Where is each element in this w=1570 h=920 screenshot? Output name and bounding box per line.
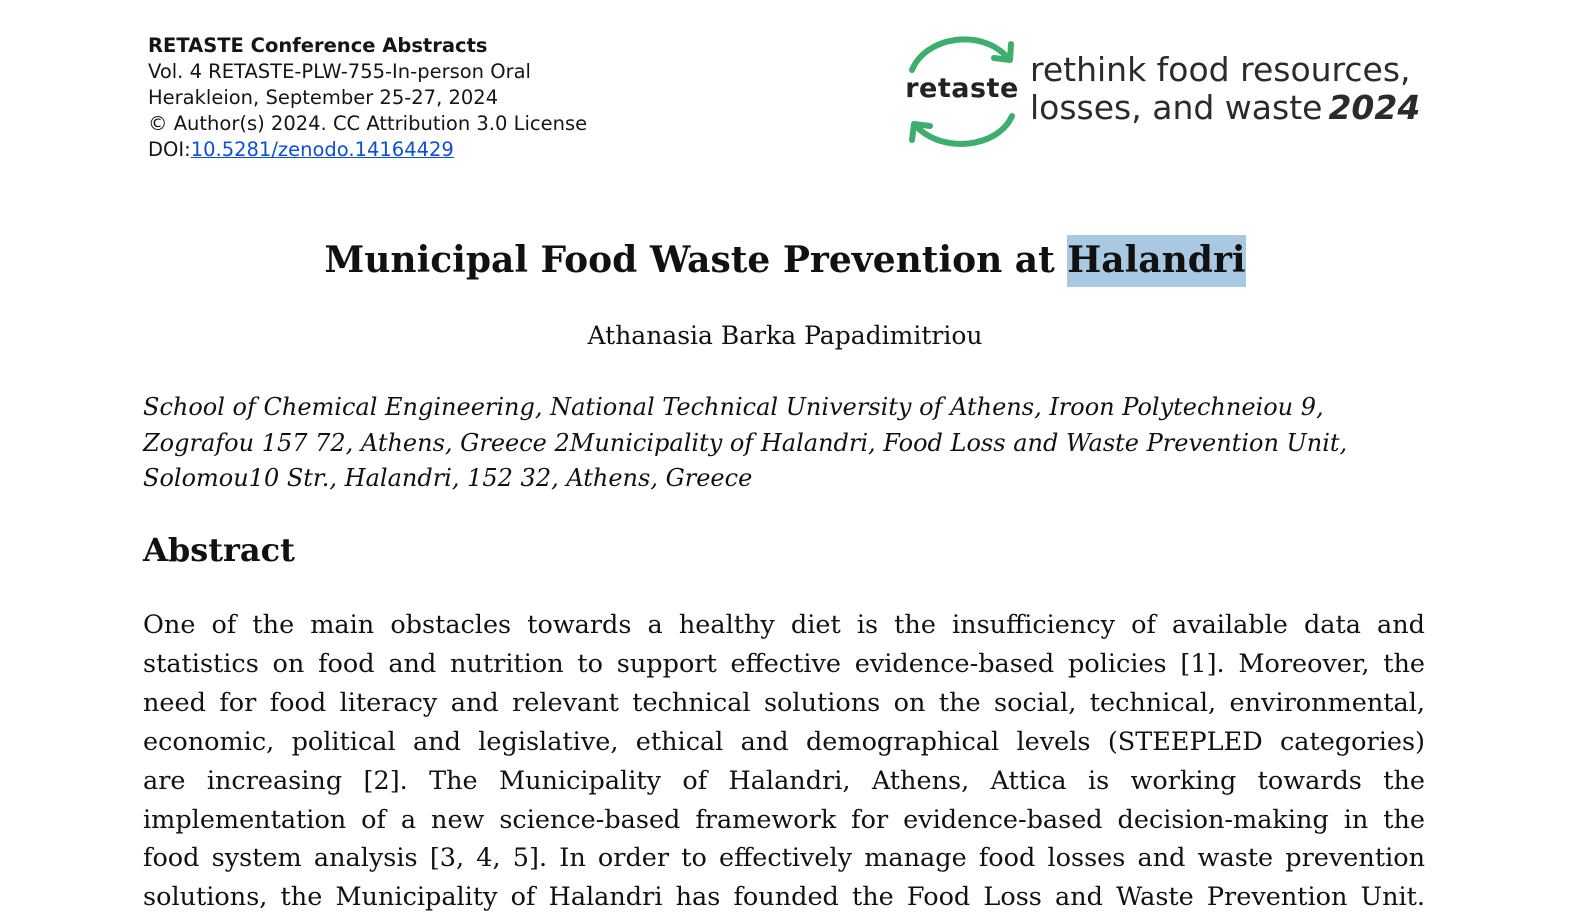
- paper-title: [0, 234, 1570, 286]
- conference-header: [148, 33, 587, 163]
- doi-line: [148, 137, 587, 163]
- abstract-line: implementation of a new science-based framework for evidence-based decision-making in the: [143, 804, 1425, 835]
- affiliation-line: Solomou10 Str., Halandri, 152 32, Athens, Greece: [143, 464, 753, 492]
- abstract-line: need for food literacy and relevant technical solutions on the social, technical, environmental,: [143, 687, 1425, 718]
- paper-title-highlight[interactable]: Halandri: [1067, 235, 1245, 287]
- conference-volume: Vol. 4 RETASTE-PLW-755-In-person Oral: [148, 60, 531, 83]
- logo-tagline-line-1: rethink food resources,: [1030, 50, 1411, 89]
- logo-tagline-line-2: [1030, 89, 1420, 127]
- abstract-line: solutions, the Municipality of Halandri has founded the Food Loss and Waste Prevention Unit.: [143, 882, 1425, 913]
- conference-location-date: Herakleion, September 25-27, 2024: [148, 86, 499, 109]
- abstract-line: food system analysis [3, 4, 5]. In order to effectively manage food losses and waste prevention: [143, 843, 1425, 874]
- affiliation-line: Zografou 157 72, Athens, Greece 2Municipality of Halandri, Food Loss and Waste Prevention Unit,: [143, 428, 1348, 457]
- conference-series-title: RETASTE Conference Abstracts: [148, 34, 488, 57]
- doi-link[interactable]: 10.5281/zenodo.14164429: [190, 138, 454, 161]
- abstract-body: [143, 606, 1425, 917]
- abstract-line: One of the main obstacles towards a healthy diet is the insufficiency of available data and: [143, 610, 1425, 640]
- paper-author: Athanasia Barka Papadimitriou: [587, 321, 983, 350]
- abstract-line: statistics on food and nutrition to support effective evidence-based policies [1]. Moreover, the: [143, 648, 1425, 679]
- abstract-line: are increasing [2]. The Municipality of Halandri, Athens, Attica is working towards the: [143, 765, 1425, 796]
- affiliation-line: School of Chemical Engineering, National Technical University of Athens, Iroon Polytechneiou 9,: [143, 393, 1324, 421]
- doi-prefix: DOI:: [148, 138, 191, 161]
- logo-tagline-line-2-text: losses, and waste: [1030, 88, 1323, 127]
- license-line: © Author(s) 2024. CC Attribution 3.0 License: [148, 112, 588, 135]
- section-heading-abstract: Abstract: [143, 531, 295, 569]
- abstract-line: economic, political and legislative, ethical and demographical levels (STEEPLED categories): [143, 726, 1425, 757]
- logo-wordmark: retaste: [905, 73, 1019, 104]
- author-affiliation: [143, 390, 1433, 497]
- logo-tagline: [1030, 51, 1420, 127]
- paper-title-main: Municipal Food Waste Prevention at: [324, 239, 1068, 281]
- logo-year: 2024: [1328, 88, 1421, 127]
- retaste-logo: [898, 30, 1438, 155]
